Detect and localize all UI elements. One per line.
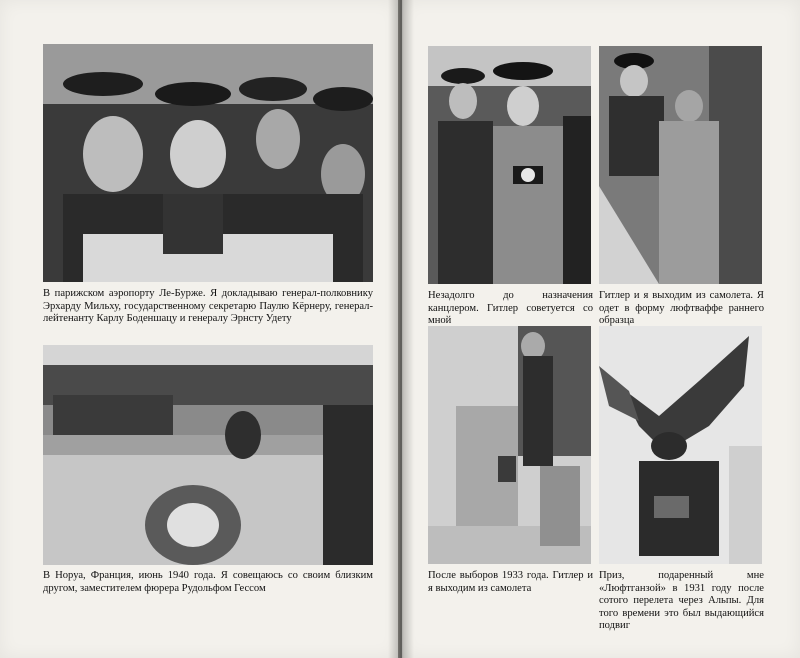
officers-map-image (43, 44, 373, 282)
caption-le-bourget: В парижском аэропорту Ле-Бурже. Я докладываю генерал-полковнику Эрхарду Мильху, государственному секретарю Паулю Кёрнеру, генерал-лейтенанту Карлу Боденшацу и генералу Эрнсту Удету (43, 288, 373, 325)
caption-chancellor: Незадолго до назначения канцлером. Гитлер советуется со мной (428, 290, 593, 327)
photo-aircraft-exit (599, 46, 762, 284)
right-page (402, 0, 800, 658)
photo-noroi (43, 345, 373, 565)
elections-image (428, 326, 591, 564)
photo-elections (428, 326, 591, 564)
caption-aircraft-exit: Гитлер и я выходим из самолета. Я одет в форму люфтваффе раннего образца (599, 290, 764, 327)
car-meeting-image (43, 345, 373, 565)
photo-prize (599, 326, 762, 564)
photo-le-bourget (43, 44, 373, 282)
hitler-consulting-image (428, 46, 591, 284)
book-gutter (388, 0, 414, 658)
left-page (0, 0, 398, 658)
caption-prize: Приз, подаренный мне «Люфтганзой» в 1931 году после сотого перелета через Альпы. Для того времени это был выдающийся подвиг (599, 570, 764, 632)
caption-elections: После выборов 1933 года. Гитлер и я выходим из самолета (428, 570, 593, 594)
caption-noroi: В Норуа, Франция, июнь 1940 года. Я совещаюсь со своим близким другом, заместителем фюрера Рудольфом Гессом (43, 570, 373, 594)
photo-chancellor (428, 46, 591, 284)
eagle-trophy-image (599, 326, 762, 564)
aircraft-exit-image (599, 46, 762, 284)
